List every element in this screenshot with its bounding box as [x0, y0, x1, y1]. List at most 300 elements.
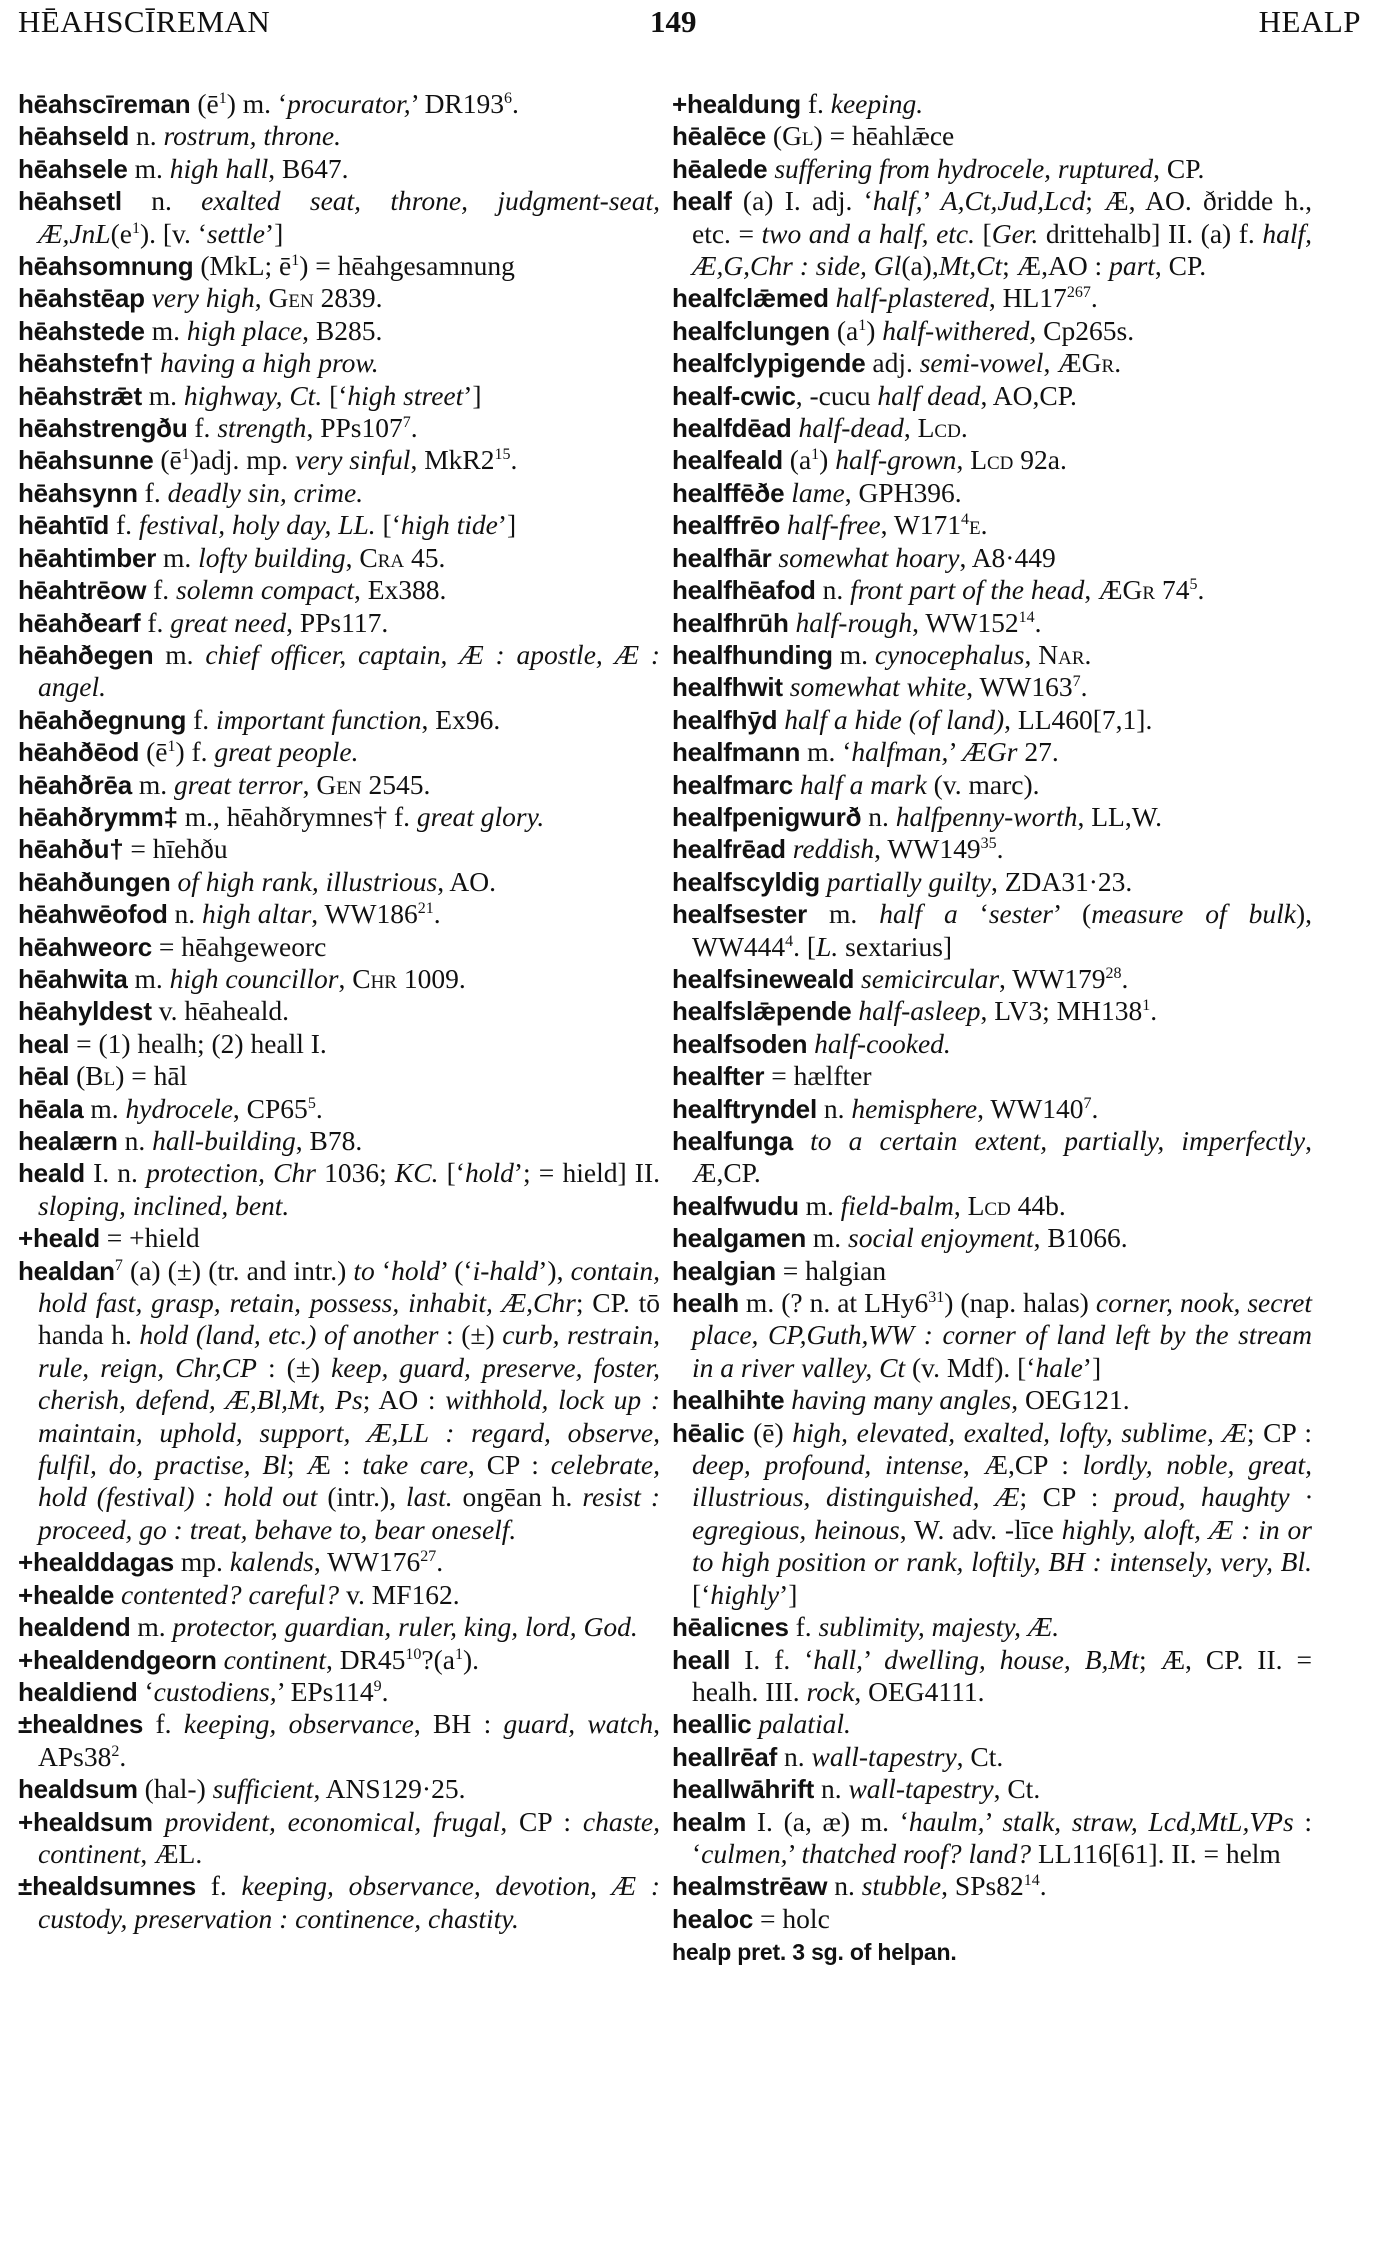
source-abbrev: Gen — [316, 768, 362, 800]
definition-text: . — [980, 509, 988, 541]
superscript: 10 — [405, 1645, 422, 1663]
headword: healfrēad — [672, 834, 786, 865]
gloss-italic: keeping, observance — [183, 1708, 414, 1740]
definition-text: ). [v. ‘ — [139, 217, 207, 249]
dictionary-entry — [672, 833, 1312, 865]
headword: healfpenigwurð — [672, 801, 862, 832]
headword: healærn — [18, 1126, 118, 1156]
definition-text: : ‘ — [692, 1805, 1312, 1869]
definition-text: n. — [816, 1092, 852, 1124]
headword: hēahstrengðu — [18, 413, 188, 444]
dictionary-entry — [18, 282, 660, 314]
definition-text: ’ — [863, 1643, 885, 1675]
gloss-italic: half a — [879, 898, 958, 930]
definition-text: . — [433, 898, 441, 930]
headword: healfsoden — [672, 1028, 808, 1059]
definition-text: , AO. — [437, 865, 497, 897]
headword: healhihte — [672, 1385, 785, 1416]
headword: healfeald — [672, 445, 783, 476]
definition-text: , ÆL. — [140, 1837, 203, 1869]
definition-text: , ZDA31·23. — [990, 865, 1133, 897]
definition-text: ; CP. tō handa h. — [38, 1287, 660, 1351]
gloss-italic: social enjoyment — [848, 1222, 1034, 1254]
superscript: 21 — [417, 900, 434, 917]
definition-text: m. — [156, 541, 199, 573]
definition-text: . — [410, 412, 418, 444]
gloss-italic: thatched roof? land? — [801, 1837, 1032, 1869]
definition-text: 2839. — [313, 282, 383, 314]
headword: heall — [672, 1644, 731, 1675]
definition-text: . [ — [793, 930, 817, 962]
superscript: 1 — [167, 737, 176, 755]
dictionary-entry — [18, 995, 660, 1027]
definition-text: ’ EPs114 — [276, 1675, 374, 1707]
definition-text — [789, 607, 796, 638]
definition-text: , B78. — [295, 1125, 363, 1156]
definition-text: (v. Mdf). [‘ — [905, 1351, 1036, 1383]
definition-text: ; Æ,AO : — [1002, 250, 1110, 282]
definition-text: ’ ( — [1052, 898, 1092, 930]
definition-text: 45. — [404, 541, 446, 573]
headword: heallwāhrift — [672, 1774, 815, 1805]
definition-text: f. — [788, 1611, 819, 1643]
gloss-italic: measure of bulk — [1091, 898, 1296, 930]
headword: healffēðe — [672, 477, 785, 508]
headword: hēahtrēow — [18, 575, 147, 606]
definition-text: n. — [121, 185, 202, 217]
dictionary-entry — [18, 1546, 660, 1578]
definition-text: , CP : — [500, 1805, 583, 1837]
gloss-italic: KC. — [394, 1157, 439, 1189]
definition-text: , Ct. — [993, 1773, 1041, 1805]
headword: healdiend — [18, 1676, 138, 1707]
definition-text: (ē — [153, 444, 182, 476]
dictionary-entry — [672, 1060, 1312, 1092]
gloss-italic: contain, hold fast, grasp, retain, possess, inhabit, Æ,Chr — [38, 1254, 660, 1319]
headword: hēahsunne — [18, 445, 154, 476]
definition-text: m. — [153, 638, 206, 670]
definition-text: m. — [127, 152, 170, 184]
gloss-italic: halfman, — [851, 736, 949, 768]
definition-text: m. ‘ — [800, 736, 852, 768]
definition-text: , WW149 — [874, 833, 981, 865]
gloss-italic: protector, guardian, ruler, king, lord, God. — [172, 1611, 638, 1643]
definition-text: ) f. — [175, 736, 215, 768]
gloss-italic: important function — [216, 703, 422, 735]
dictionary-entry — [18, 1093, 660, 1125]
headword: hēahsetl — [18, 186, 122, 217]
dictionary-entry — [18, 477, 660, 509]
definition-text: , Ex388. — [353, 574, 447, 606]
definition-text: , BH : — [413, 1708, 504, 1740]
dictionary-entry — [18, 1157, 660, 1222]
dictionary-entry — [672, 509, 1312, 541]
headword: healh — [672, 1288, 739, 1319]
headword: hēahstrǣt — [18, 380, 142, 411]
dictionary-entry — [672, 1384, 1312, 1416]
gloss-italic: hemisphere — [851, 1092, 978, 1124]
dictionary-entry — [18, 444, 660, 476]
definition-text: , — [953, 1189, 968, 1221]
definition-text: , DR45 — [325, 1643, 406, 1675]
gloss-italic: great glory. — [416, 800, 545, 832]
definition-text: , Æ — [1084, 574, 1123, 606]
definition-text: n. — [861, 800, 896, 832]
headword: healfwudu — [672, 1190, 799, 1221]
gloss-italic: festival, holy day, LL. — [138, 509, 376, 541]
headword: healfhȳd — [672, 704, 778, 735]
dictionary-entry — [672, 639, 1312, 671]
definition-text: sextarius] — [838, 930, 953, 962]
dictionary-entry — [672, 185, 1312, 282]
dictionary-entry — [18, 1773, 660, 1805]
gloss-italic: sester — [988, 898, 1053, 930]
definition-text: ‘ — [374, 1254, 392, 1286]
dictionary-entry — [18, 315, 660, 347]
headword: hēalic — [672, 1417, 745, 1448]
superscript: 9 — [373, 1677, 382, 1695]
dictionary-entry — [18, 833, 660, 865]
gloss-italic: great need — [170, 606, 287, 638]
definition-text: , WW152 — [912, 606, 1019, 638]
definition-text: , AO,CP. — [980, 379, 1077, 411]
definition-text: [‘ — [322, 379, 348, 411]
headword: healfmarc — [672, 769, 794, 800]
headword: hēalicnes — [672, 1612, 789, 1643]
gloss-italic: half-withered — [882, 314, 1030, 346]
headword: healfmann — [672, 737, 801, 768]
superscript: 28 — [1105, 964, 1122, 982]
definition-text: f. — [146, 574, 177, 606]
superscript: 2 — [111, 1742, 120, 1760]
gloss-italic: halfpenny-worth — [895, 800, 1078, 832]
definition-text: . — [512, 88, 519, 119]
definition-text: adj. — [865, 347, 920, 379]
headword: healdend — [18, 1612, 131, 1643]
gloss-italic: continent — [223, 1643, 326, 1675]
dictionary-entry — [672, 1644, 1312, 1709]
headword: hēahðegen — [18, 639, 154, 670]
definition-text: , B1066. — [1033, 1222, 1128, 1254]
header-last-guide-word: HEALP — [1258, 4, 1361, 39]
definition-text: ‘ — [137, 1675, 154, 1707]
dictionary-entry — [18, 769, 660, 801]
definition-text: , Æ — [1043, 347, 1082, 379]
gloss-italic: ÆGr — [962, 736, 1018, 768]
definition-text: ; CP : — [1246, 1416, 1312, 1448]
superscript: 27 — [420, 1548, 437, 1566]
definition-text: ( — [69, 1060, 86, 1092]
headword: +healddagas — [18, 1547, 175, 1578]
definition-text: 44b. — [1010, 1189, 1066, 1221]
definition-text: , B285. — [302, 314, 383, 346]
gloss-italic: celebrate, hold (festival) : hold out — [38, 1449, 660, 1513]
dictionary-entry — [672, 1903, 1312, 1935]
headword: hēalede — [672, 153, 768, 184]
gloss-italic: palatial. — [758, 1708, 851, 1740]
dictionary-entry — [18, 931, 660, 963]
headword: healfhrūh — [672, 607, 789, 638]
definition-text — [793, 1125, 810, 1156]
gloss-italic: great terror — [174, 768, 303, 800]
dictionary-entry — [672, 704, 1312, 736]
definition-text: v. MF162. — [339, 1578, 460, 1610]
dictionary-entry — [672, 282, 1312, 314]
definition-text: (e — [110, 217, 132, 249]
definition-text: LL116[61]. II. = helm — [1031, 1837, 1281, 1869]
definition-text — [217, 1644, 224, 1675]
definition-text: ’ — [984, 1805, 1003, 1837]
superscript: 15 — [494, 446, 511, 464]
definition-text — [786, 833, 793, 864]
headword: healgian — [672, 1255, 776, 1286]
dictionary-entry — [672, 671, 1312, 703]
gloss-italic: high, elevated, exalted, lofty, sublime, Æ — [792, 1416, 1247, 1448]
dictionary-entry — [18, 88, 660, 120]
definition-text: m. (? n. at LHy6 — [738, 1287, 929, 1319]
superscript: 7 — [402, 413, 411, 431]
definition-text: , — [903, 412, 918, 444]
gloss-italic: lame — [791, 476, 845, 508]
dictionary-entry — [672, 120, 1312, 152]
left-column — [18, 88, 660, 1935]
definition-text: . — [960, 412, 968, 444]
headword: +healdsum — [18, 1806, 153, 1837]
source-abbrev: Lcd — [967, 1189, 1011, 1221]
headword: +healde — [18, 1579, 115, 1610]
definition-text: m. — [798, 1189, 841, 1221]
gloss-italic: half-plastered — [835, 282, 989, 314]
definition-text: ), WW444 — [692, 898, 1313, 962]
definition-text: f. — [800, 88, 831, 119]
headword: healfunga — [672, 1126, 793, 1156]
dictionary-entry — [672, 444, 1312, 476]
headword: hēahwita — [18, 963, 128, 994]
definition-text: . — [436, 1546, 444, 1578]
definition-text: ; Æ : — [286, 1449, 363, 1481]
gloss-italic: high altar — [202, 898, 312, 930]
dictionary-entry — [672, 995, 1312, 1027]
definition-text: , Æ,CP : — [962, 1449, 1083, 1481]
gloss-italic: high councillor — [169, 962, 339, 994]
gloss-italic: hall-building — [152, 1125, 296, 1156]
dictionary-entry — [672, 1708, 1312, 1740]
definition-text: ) (nap. halas) — [944, 1287, 1096, 1319]
dictionary-entry — [18, 866, 660, 898]
headword: hēahðēod — [18, 737, 140, 768]
superscript: 31 — [928, 1288, 945, 1306]
headword: hēahwēofod — [18, 899, 168, 930]
definition-text: m. — [832, 638, 875, 670]
dictionary-entry — [672, 88, 1312, 120]
definition-text: , LL,W. — [1077, 800, 1163, 832]
definition-text: m. — [141, 379, 184, 411]
headword: healp pret. 3 sg. of helpan. — [672, 1939, 957, 1966]
definition-text: [‘ — [438, 1157, 465, 1189]
dictionary-entry — [672, 866, 1312, 898]
dictionary-entry — [672, 1417, 1312, 1611]
definition-text: . — [381, 1675, 389, 1707]
superscript: 1 — [181, 446, 190, 464]
dictionary-entry — [672, 1255, 1312, 1287]
definition-text: 1036; — [315, 1157, 395, 1189]
definition-text: , — [956, 444, 971, 476]
definition-text: 27. — [1017, 736, 1059, 768]
gloss-italic: hold — [464, 1157, 514, 1189]
definition-text: n. — [814, 1773, 849, 1805]
definition-text: ’; = hield] II. — [513, 1157, 660, 1189]
definition-text: : (±) — [256, 1351, 332, 1383]
definition-text: m. — [806, 1222, 849, 1254]
definition-text: (ē) — [744, 1416, 793, 1448]
definition-text: , -cucu — [795, 379, 878, 411]
headword: hēalēce — [672, 121, 767, 152]
definition-text: n. — [129, 120, 164, 152]
definition-text: , — [302, 768, 317, 800]
dictionary-entry — [672, 1870, 1312, 1902]
definition-text: , OEG121. — [1011, 1384, 1130, 1416]
definition-text: (MkL; ē — [193, 250, 292, 282]
headword: +healdung — [672, 89, 801, 119]
definition-text: v. hēaheald. — [151, 995, 290, 1027]
right-column — [672, 88, 1312, 1969]
gloss-italic: great people. — [214, 736, 359, 768]
definition-text — [829, 282, 836, 313]
definition-text: (a), — [901, 250, 939, 282]
gloss-italic: curb, restrain, rule, reign, Chr,CP — [38, 1319, 660, 1383]
headword: healdsum — [18, 1774, 138, 1805]
definition-text: . — [1091, 1092, 1099, 1124]
headword: healfclǣmed — [672, 283, 829, 314]
definition-text: , — [345, 541, 360, 573]
gloss-italic: sufficient — [212, 1773, 314, 1805]
definition-text: , — [254, 282, 269, 314]
dictionary-entry — [18, 1806, 660, 1871]
definition-text: mp. — [174, 1546, 230, 1578]
gloss-italic: front part of the head — [850, 574, 1085, 606]
headword: heallic — [672, 1709, 752, 1740]
definition-text: , LV3; MH138 — [980, 995, 1143, 1027]
definition-text: ’ DR193 — [410, 88, 505, 119]
definition-text: ) = hāl — [115, 1060, 188, 1092]
dictionary-entry — [672, 736, 1312, 768]
headword: healmstrēaw — [672, 1871, 828, 1902]
definition-text: , CP. — [1154, 250, 1207, 282]
headword: heald — [18, 1158, 85, 1189]
definition-text: , A8·449 — [959, 541, 1056, 573]
headword: healf-cwic — [672, 380, 796, 411]
gloss-italic: wall-tapestry — [848, 1773, 994, 1805]
definition-text: , — [1024, 638, 1039, 670]
headword: hēahyldest — [18, 996, 152, 1027]
dictionary-entry — [672, 1190, 1312, 1222]
gloss-italic: L. — [816, 930, 839, 962]
dictionary-entry — [18, 607, 660, 639]
dictionary-entry — [672, 1806, 1312, 1871]
dictionary-entry — [672, 1125, 1312, 1190]
definition-text: . — [1114, 347, 1122, 379]
dictionary-entry — [672, 1773, 1312, 1805]
gloss-italic: rock — [806, 1675, 855, 1707]
definition-text: . — [315, 1092, 323, 1124]
definition-text: , LL460[7,1]. — [1004, 703, 1153, 735]
gloss-italic: lofty building — [198, 541, 346, 573]
headword: healfhwit — [672, 672, 783, 703]
dictionary-entry — [18, 1870, 660, 1935]
definition-text: ’), — [538, 1254, 571, 1286]
gloss-italic: high place — [186, 314, 303, 346]
gloss-italic: chaste, continent — [38, 1805, 660, 1869]
definition-text: [‘ — [692, 1578, 711, 1610]
definition-text: = holc — [753, 1902, 830, 1934]
gloss-italic: settle — [206, 217, 265, 249]
gloss-italic: hold — [391, 1254, 440, 1286]
gloss-italic: half-cooked. — [814, 1027, 951, 1059]
dictionary-entry — [18, 1060, 660, 1092]
gloss-italic: last. — [405, 1481, 453, 1513]
superscript: 4 — [785, 932, 794, 950]
definition-text: f. — [109, 509, 139, 541]
definition-text: I. n. — [84, 1157, 147, 1189]
definition-text: , Æ,CP. — [692, 1125, 1312, 1189]
gloss-italic: somewhat hoary — [778, 541, 960, 573]
gloss-italic: semi-vowel — [919, 347, 1044, 379]
gloss-italic: keeping, observance, devotion, Æ : custody, preservation : continence, chastity. — [38, 1870, 660, 1934]
definition-text: , HL17 — [988, 282, 1067, 314]
dictionary-entry — [672, 412, 1312, 444]
definition-text: , CP : — [467, 1449, 551, 1481]
dictionary-entry — [672, 1028, 1312, 1060]
dictionary-entry — [18, 1125, 660, 1157]
definition-text: 1009. — [396, 962, 466, 994]
gloss-italic: to a certain extent, partially, imperfectly — [810, 1125, 1306, 1156]
definition-text: = (1) healh; (2) heall I. — [69, 1027, 327, 1059]
gloss-italic: having a high prow. — [160, 347, 379, 379]
definition-text: f. — [140, 606, 171, 638]
headword: hēahscīreman — [18, 89, 191, 119]
dictionary-entry — [18, 1579, 660, 1611]
gloss-italic: high tide — [400, 509, 498, 541]
definition-text: . — [1039, 1870, 1047, 1902]
definition-text: m. — [127, 962, 170, 994]
superscript: 1 — [291, 251, 300, 269]
definition-text: . — [1034, 606, 1042, 638]
headword: hēahðu† — [18, 834, 124, 865]
definition-text: , WW179 — [999, 962, 1106, 994]
gloss-italic: take care — [362, 1449, 468, 1481]
dictionary-entry — [18, 898, 660, 930]
definition-text: ‘ — [957, 898, 989, 930]
definition-text: , PPs117. — [286, 606, 389, 638]
dictionary-entry — [18, 963, 660, 995]
dictionary-entry — [672, 477, 1312, 509]
gloss-italic: two and a half, etc. — [761, 217, 976, 249]
definition-text: ’ — [922, 185, 941, 217]
definition-text: ) = hēahlǣce — [813, 120, 955, 152]
gloss-italic: somewhat white — [789, 671, 967, 703]
dictionary-entry — [18, 509, 660, 541]
definition-text: ’] — [463, 379, 482, 411]
superscript: 1 — [1142, 997, 1151, 1015]
definition-text: ongēan h. — [452, 1481, 583, 1513]
dictionary-entry — [18, 639, 660, 704]
headword: healfdēad — [672, 413, 792, 444]
superscript: 5 — [1189, 575, 1198, 593]
definition-text: ) — [819, 444, 836, 476]
gloss-italic: half a mark — [799, 768, 927, 800]
definition-text: , Ex96. — [421, 703, 501, 735]
dictionary-entry — [672, 574, 1312, 606]
